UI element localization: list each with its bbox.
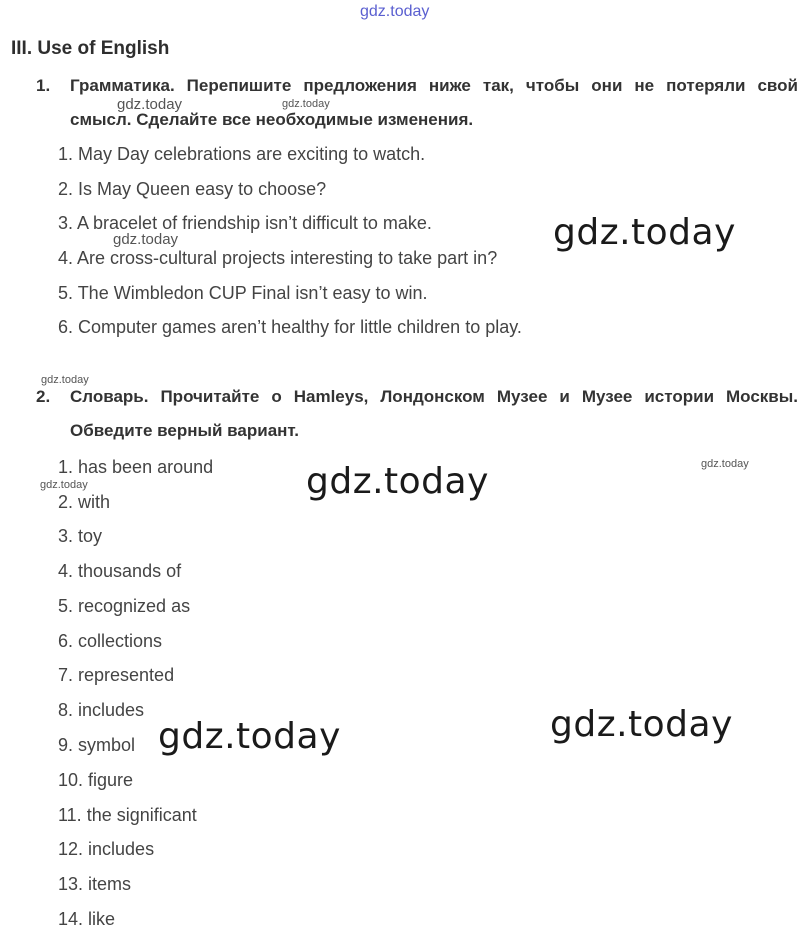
task-2-number: 2. [36,387,51,406]
section-title: III. Use of English [11,38,170,59]
task-2-item: 5. recognized as [58,596,191,616]
task-1-item: 3. A bracelet of friendship isn’t difficult to make. [58,213,432,233]
watermark: gdz.today [553,212,736,253]
watermark: gdz.today [701,458,749,470]
task-1-item: 5. The Wimbledon CUP Final isn’t easy to win. [58,283,428,303]
task-2-item: 13. items [58,874,132,894]
task-2-item: 10. figure [58,770,134,790]
task-1-item: 4. Are cross-cultural projects interesting to take part in? [58,248,498,268]
task-2-item: 8. includes [58,700,145,720]
task-1-item: 6. Computer games aren’t healthy for little children to play. [58,317,522,337]
task-2-item: 14. like [58,909,116,929]
task-2-item: 3. toy [58,526,103,546]
task-2-item: 7. represented [58,665,175,685]
watermark: gdz.today [306,461,489,502]
watermark: gdz.today [41,374,89,386]
task-1-item: 1. May Day celebrations are exciting to watch. [58,144,426,164]
task-2-text: Словарь. Прочитайте о Hamleys, Лондонском Музее и Музее истории Москвы. Обведите верный вариант. [70,387,798,440]
task-2-item: 9. symbol [58,735,136,755]
task-1-item: 2. Is May Queen easy to choose? [58,179,327,199]
task-2-item: 11. the significant [58,805,197,825]
watermark: gdz.today [117,96,183,113]
watermark-top: gdz.today [360,3,430,20]
watermark: gdz.today [113,231,179,248]
task-2-item: 2. with [58,492,111,512]
task-1-text: Грамматика. Перепишите предложения ниже так, чтобы они не потеряли свой смысл. Сделайте все необходимые изменения. [70,76,798,129]
watermark: gdz.today [40,479,88,491]
watermark: gdz.today [550,704,733,745]
task-2-item: 6. collections [58,631,163,651]
task-2-item: 4. thousands of [58,561,182,581]
watermark: gdz.today [282,98,330,110]
task-1-number: 1. [36,76,51,95]
task-2-item: 1. has been around [58,457,214,477]
watermark: gdz.today [158,716,341,757]
task-2-item: 12. includes [58,839,155,859]
